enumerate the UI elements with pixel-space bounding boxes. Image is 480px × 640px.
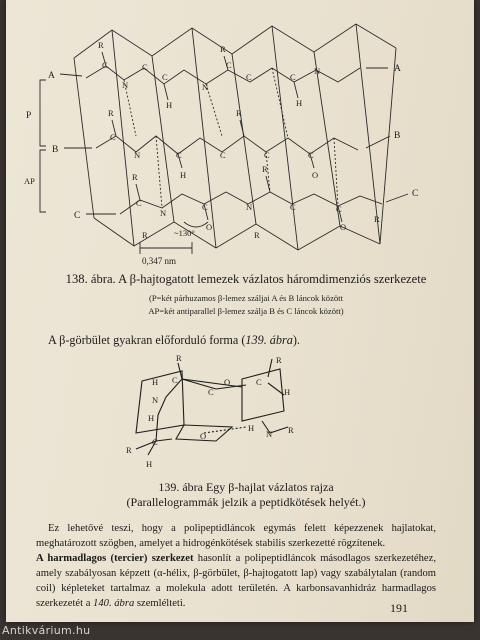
figure-138-caption: 138. ábra. A β-hajtogatott lemezek vázlatos háromdimenziós szerkezete [65, 272, 427, 286]
svg-text:N: N [202, 82, 209, 92]
parallel-label: P [26, 111, 32, 121]
distance-label: 0,347 nm [142, 256, 177, 266]
svg-text:R: R [132, 172, 138, 182]
svg-text:C: C [290, 202, 296, 212]
svg-text:N: N [160, 208, 167, 218]
svg-text:C: C [162, 72, 168, 82]
svg-text:R: R [220, 44, 226, 54]
svg-text:N: N [122, 80, 129, 90]
body-paragraph-2-text: hasonlít a polipeptidláncok másodlagos szerkezetéhez, amely szabályosan képzett (α-hélix, β-görbület, β-hajtogatott lap) vagy szabálytalan (random coil) képleteket tartalmaz a molekula adott területén. A karbonsavanhidráz harmadlagos szerkezetét a [36, 553, 436, 609]
svg-text:R: R [108, 108, 114, 118]
figure-138-notes [36, 292, 456, 318]
svg-text:C: C [202, 202, 208, 212]
svg-text:O: O [200, 431, 207, 441]
svg-text:R: R [288, 425, 294, 435]
svg-text:R: R [126, 445, 132, 455]
body-text [36, 521, 436, 611]
svg-text:N: N [246, 202, 253, 212]
svg-text:R: R [254, 230, 260, 240]
figure-138-note-parallel: (P=két párhuzamos β-lemez száljai A és B láncok között [149, 293, 343, 303]
page-number: 191 [390, 601, 408, 615]
lead-figure-ref: 139. ábra [245, 333, 293, 347]
svg-text:C: C [152, 437, 158, 447]
body-figure-ref: 140. ábra [93, 598, 135, 609]
svg-text:C: C [256, 377, 262, 387]
body-paragraph-1: Ez lehetővé teszi, hogy a polipeptidláncok egymás felett képezzenek hajlatokat, meghatározott szögben, amelyet a hidrogénkötések stabilis szerkezetté rögzítenek. [36, 523, 436, 549]
angle-label: ~130° [174, 228, 195, 238]
svg-text:C: C [246, 72, 252, 82]
body-paragraph-2 [36, 551, 436, 611]
svg-text:N: N [152, 395, 159, 405]
book-page [6, 0, 474, 622]
term-tertiary-structure: A harmadlagos (tercier) szerkezet [36, 553, 194, 564]
svg-text:C: C [110, 132, 116, 142]
svg-text:H: H [166, 100, 173, 110]
svg-text:R: R [176, 355, 182, 363]
chain-b-label-left: B [52, 145, 59, 155]
svg-text:C: C [264, 150, 270, 160]
svg-text:R: R [374, 214, 380, 224]
svg-text:H: H [146, 459, 153, 469]
svg-text:H: H [248, 423, 255, 433]
svg-text:C: C [136, 198, 142, 208]
svg-text:O: O [340, 222, 347, 232]
svg-text:C: C [336, 204, 342, 214]
lead-text-before: A β-görbület gyakran előforduló forma ( [48, 333, 246, 347]
figure-139-subtitle: (Parallelogrammák jelzik a peptidkötések helyét.) [126, 495, 366, 509]
svg-text:C: C [102, 60, 108, 70]
svg-text:N: N [134, 150, 141, 160]
svg-text:O: O [312, 170, 319, 180]
watermark: Antikvárium.hu [2, 624, 91, 637]
chain-c-label-right: C [412, 189, 419, 199]
svg-text:N: N [266, 429, 273, 439]
svg-text:H: H [284, 387, 291, 397]
svg-text:C: C [308, 150, 314, 160]
svg-text:H: H [180, 170, 187, 180]
svg-text:R: R [262, 164, 268, 174]
chain-a-label-right: A [394, 64, 401, 74]
svg-text:C: C [290, 72, 296, 82]
svg-text:R: R [98, 40, 104, 50]
body-paragraph-2-end: szemlélteti. [134, 598, 186, 609]
beta-sheet-diagram [24, 8, 464, 270]
svg-text:H: H [148, 413, 155, 423]
figure-139-title: 139. ábra Egy β-hajlat vázlatos rajza [158, 480, 334, 494]
svg-text:C: C [172, 375, 178, 385]
svg-text:C: C [176, 150, 182, 160]
svg-text:C: C [142, 62, 148, 72]
lead-text-after: ). [292, 333, 300, 347]
svg-text:C: C [208, 387, 214, 397]
beta-turn-diagram [112, 355, 352, 473]
svg-text:H: H [152, 377, 159, 387]
chain-c-label-left: C [74, 211, 81, 221]
svg-text:R: R [236, 108, 242, 118]
figure-139-caption [66, 480, 426, 510]
svg-text:C: C [226, 60, 232, 70]
svg-text:O: O [224, 377, 231, 387]
figure-138-note-antiparallel: AP=két antiparallel β-lemez szálja B és C láncok között) [148, 306, 344, 316]
antiparallel-label: AP [24, 176, 35, 186]
svg-text:O: O [206, 222, 213, 232]
chain-b-label-right: B [394, 131, 401, 141]
chain-a-label-left: A [48, 71, 55, 81]
svg-text:C: C [220, 150, 226, 160]
svg-text:R: R [142, 230, 148, 240]
svg-text:H: H [296, 98, 303, 108]
svg-text:N: N [314, 66, 321, 76]
lead-sentence [48, 333, 448, 348]
svg-text:R: R [276, 355, 282, 365]
